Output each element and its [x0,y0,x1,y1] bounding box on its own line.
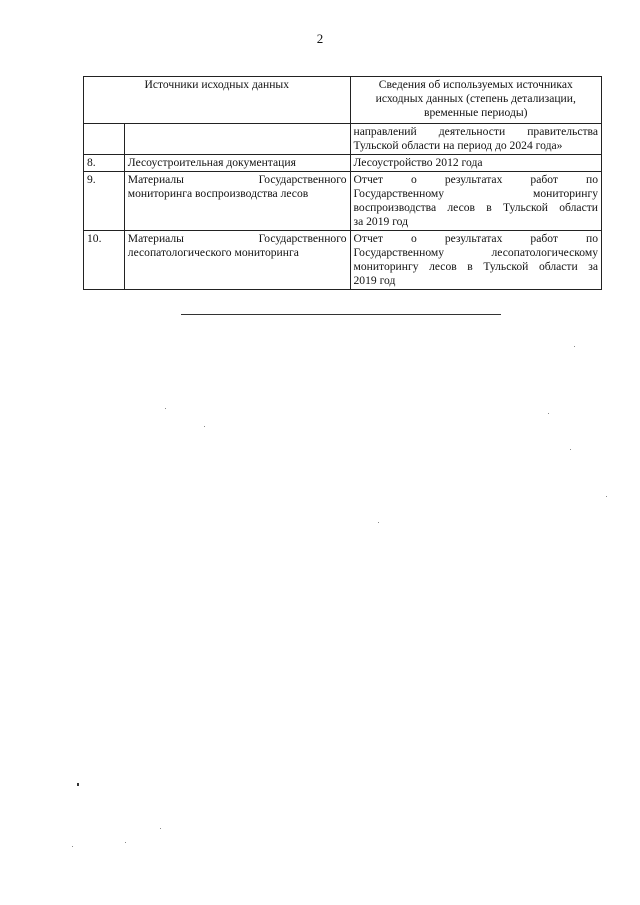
row-number: 10. [84,231,125,290]
row-number-cell [84,124,125,155]
info-line: 2019 год [353,274,396,287]
info-cell: Лесоустройство 2012 года [350,155,602,172]
table-row-continuation [84,124,602,155]
continuation-line: Тульской области на период до 2024 года» [353,139,563,152]
info-line: воспроизводства лесов в Тульской области [353,201,598,214]
scan-speck [606,496,607,497]
continuation-line: направлений деятельности правительства [353,125,598,138]
info-cell [350,172,602,231]
info-line: мониторингу лесов в Тульской области за [353,260,598,273]
table-row [84,172,602,231]
sources-table [83,76,602,290]
scan-speck [77,783,79,786]
scan-speck [548,413,549,414]
info-line: Отчет о результатах работ по [353,173,598,186]
source-line: Материалы Государственного [127,173,347,186]
scan-speck [125,842,126,843]
scan-speck [160,828,161,829]
source-cell [124,231,350,290]
header-info: Сведения об используемых источниках исходных данных (степень детализации, временные периоды) [350,77,602,124]
info-line: Отчет о результатах работ по [353,232,598,245]
source-line: лесопатологического мониторинга [127,246,299,259]
scan-speck [570,449,571,450]
source-line: мониторинга воспроизводства лесов [127,187,309,200]
source-cell [124,124,350,155]
scan-speck [165,408,166,409]
source-cell [124,172,350,231]
table-row [84,231,602,290]
row-number: 8. [84,155,125,172]
table-row [84,155,602,172]
info-cell [350,124,602,155]
closing-rule [181,314,501,315]
header-sources: Источники исходных данных [84,77,351,124]
table-header-row [84,77,602,124]
info-line: Государственному мониторингу [353,187,598,200]
row-number: 9. [84,172,125,231]
info-cell [350,231,602,290]
scan-speck [574,346,575,347]
source-cell: Лесоустроительная документация [124,155,350,172]
scan-speck [378,522,379,523]
scan-speck [204,426,205,427]
scan-speck [72,846,73,847]
page-number: 2 [316,31,324,46]
info-line: за 2019 год [353,215,409,228]
info-line: Государственному лесопатологическому [353,246,598,259]
source-line: Материалы Государственного [127,232,347,245]
